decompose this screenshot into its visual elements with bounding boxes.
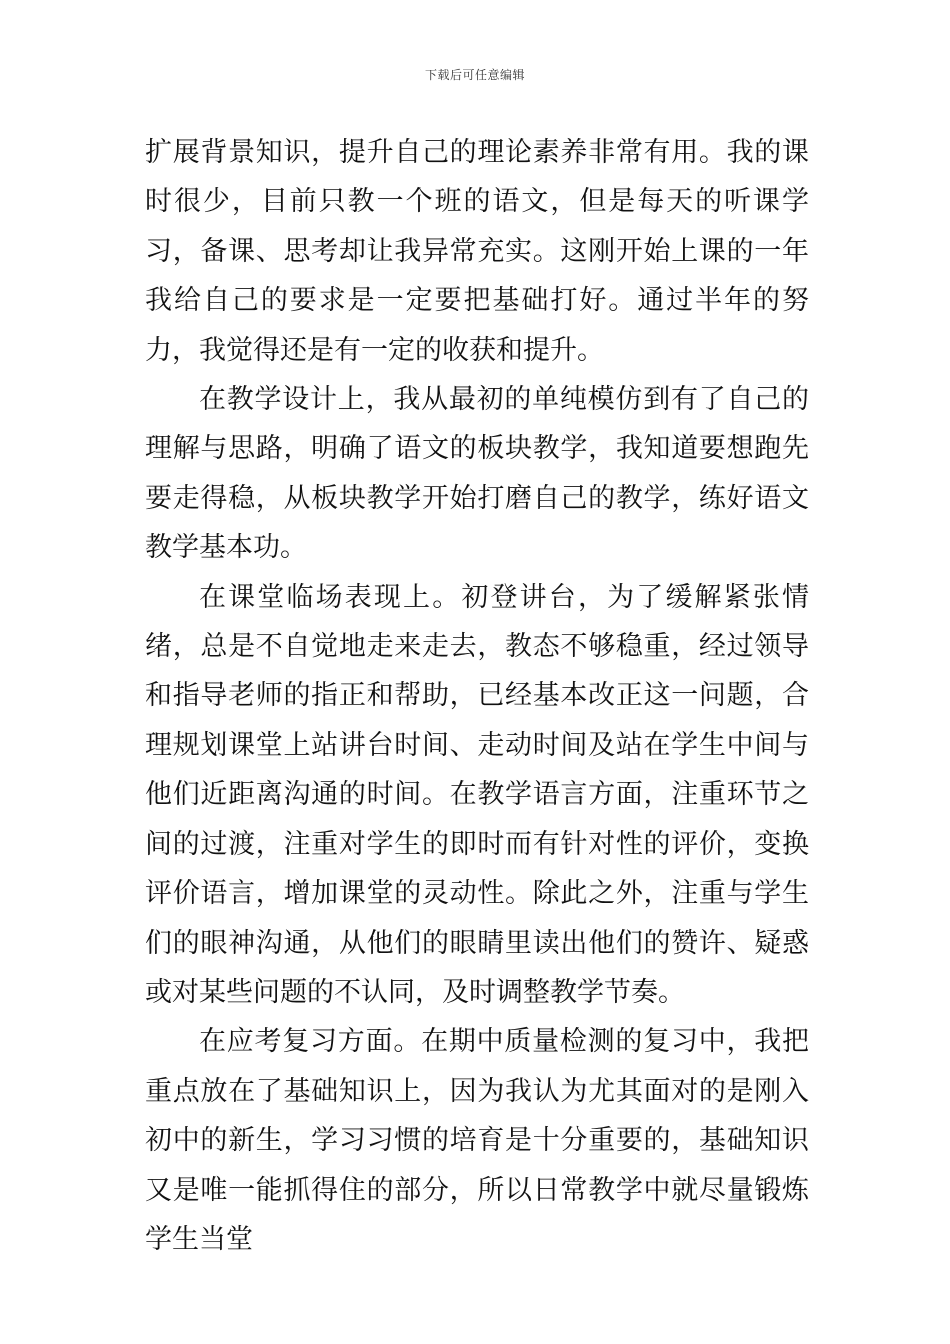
header-note: 下载后可任意编辑 <box>424 68 525 82</box>
paragraph: 在课堂临场表现上。初登讲台，为了缓解紧张情绪，总是不自觉地走来走去，教态不够稳重，经过领导和指导老师的指正和帮助，已经基本改正这一问题，合理规划课堂上站讲台时间、走动时间及站在学生中间与他们近距离沟通的时间。在教学语言方面，注重环节之间的过渡，注重对学生的即时而有针对性的评价，变换评价语言，增加课堂的灵动性。除此之外，注重与学生们的眼神沟通，从他们的眼睛里读出他们的赞许、疑惑或对某些问题的不认同，及时调整教学节奏。 <box>145 581 809 1008</box>
paragraph: 在应考复习方面。在期中质量检测的复习中，我把重点放在了基础知识上，因为我认为尤其面对的是刚入初中的新生，学习习惯的培育是十分重要的，基础知识又是唯一能抓得住的部分，所以日常教学中就尽量锻炼学生当堂 <box>145 1026 809 1255</box>
paragraph: 扩展背景知识，提升自己的理论素养非常有用。我的课时很少，目前只教一个班的语文，但是每天的听课学习，备课、思考却让我异常充实。这刚开始上课的一年我给自己的要求是一定要把基础打好。通过半年的努力，我觉得还是有一定的收获和提升。 <box>145 137 809 366</box>
paragraph: 在教学设计上，我从最初的单纯模仿到有了自己的理解与思路，明确了语文的板块教学，我知道要想跑先要走得稳，从板块教学开始打磨自己的教学，练好语文教学基本功。 <box>145 384 809 564</box>
document-body <box>145 128 809 1264</box>
